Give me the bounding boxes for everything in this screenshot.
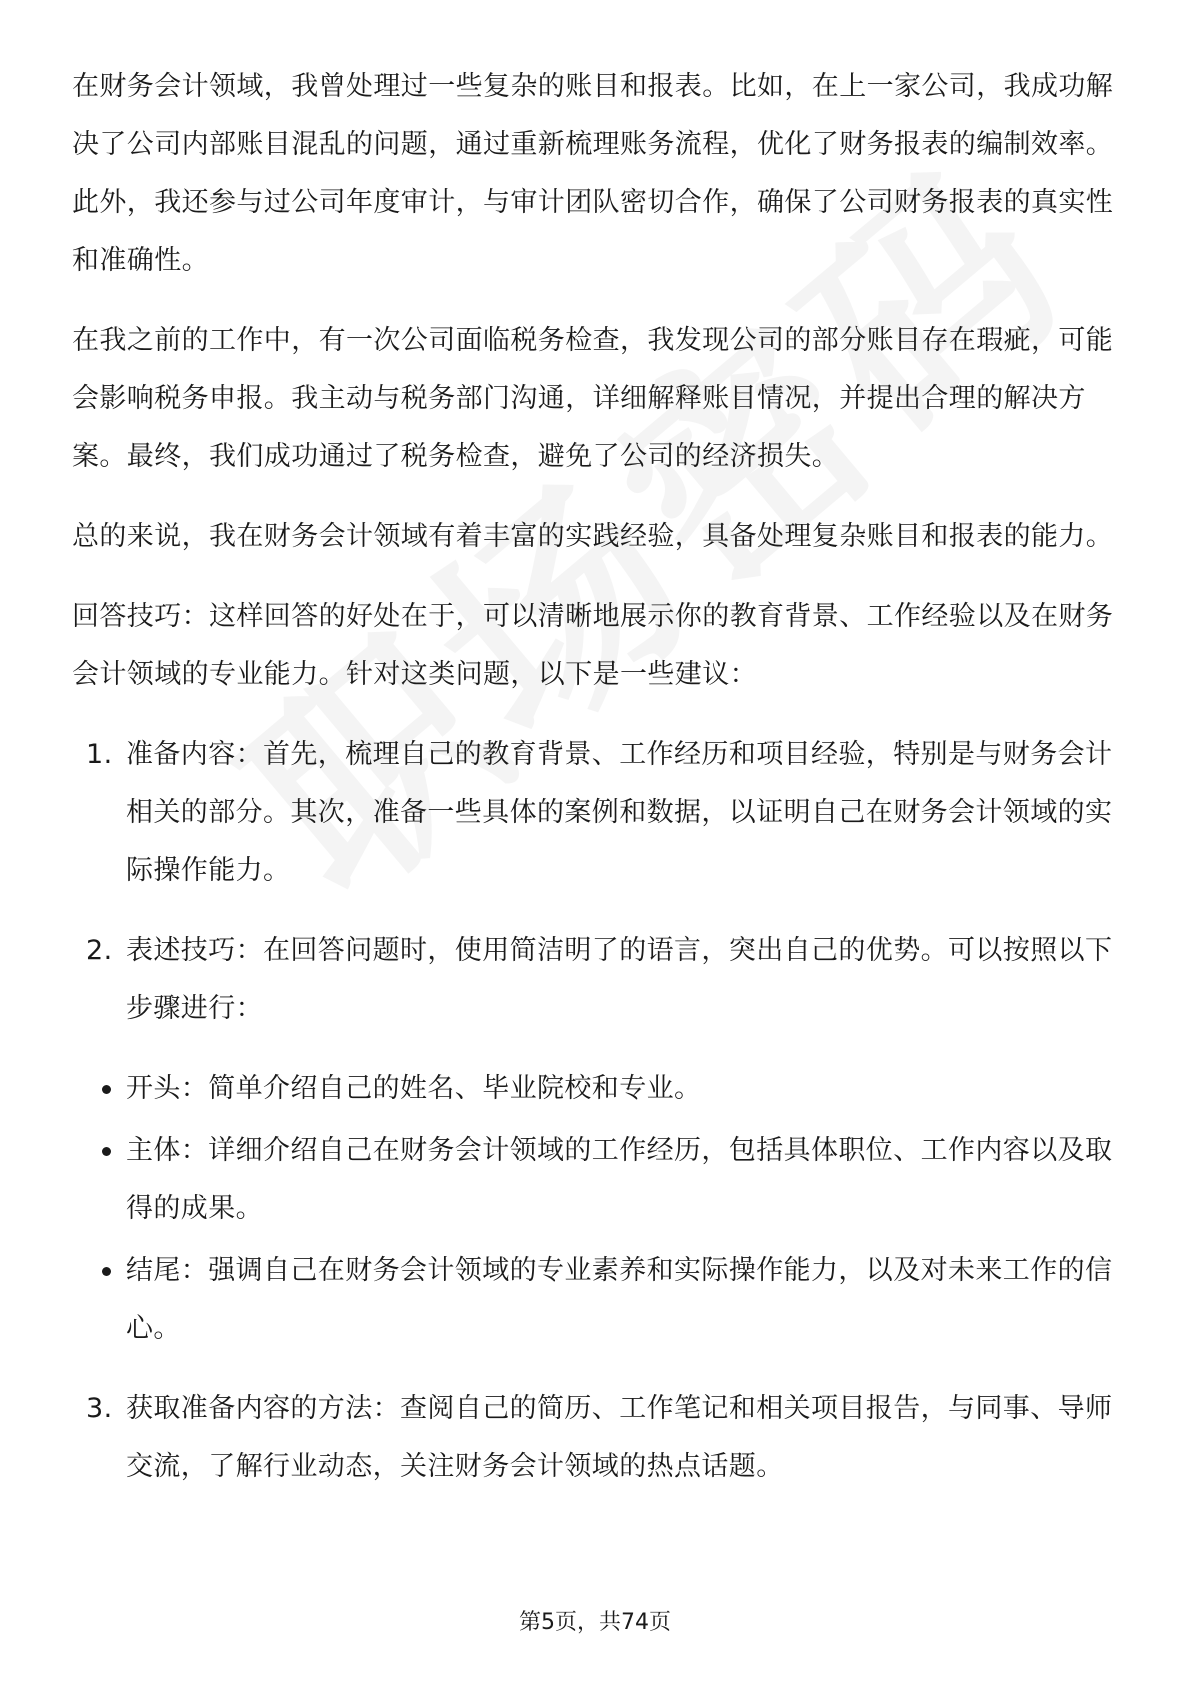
bullet-item — [72, 1122, 1122, 1238]
page-number: 第5页，共74页 — [519, 1610, 671, 1635]
paragraph-experience: 在财务会计领域，我曾处理过一些复杂的账目和报表。比如，在上一家公司，我成功解决了公司内部账目混乱的问题，通过重新梳理账务流程，优化了财务报表的编制效率。此外，我还参与过公司年度审计，与审计团队密切合作，确保了公司财务报表的真实性和准确性。 — [72, 71, 1114, 276]
bullet-item — [72, 1242, 1122, 1358]
bullet-item-text: 主体：详细介绍自己在财务会计领域的工作经历，包括具体职位、工作内容以及取得的成果。 — [126, 1135, 1113, 1224]
bullet-dot-icon — [102, 1085, 111, 1094]
list-item-number: 3. — [86, 1393, 113, 1424]
paragraph-answer-tips: 回答技巧：这样回答的好处在于，可以清晰地展示你的教育背景、工作经验以及在财务会计领域的专业能力。针对这类问题，以下是一些建议： — [72, 601, 1114, 690]
paragraph-tax-inspection: 在我之前的工作中，有一次公司面临税务检查，我发现公司的部分账目存在瑕疵，可能会影响税务申报。我主动与税务部门沟通，详细解释账目情况，并提出合理的解决方案。最终，我们成功通过了税务检查，避免了公司的经济损失。 — [72, 325, 1114, 472]
list-item-text: 获取准备内容的方法：查阅自己的简历、工作笔记和相关项目报告，与同事、导师交流，了解行业动态，关注财务会计领域的热点话题。 — [126, 1393, 1113, 1482]
bullet-item-text: 开头：简单介绍自己的姓名、毕业院校和专业。 — [126, 1073, 702, 1104]
paragraph-summary: 总的来说，我在财务会计领域有着丰富的实践经验，具备处理复杂账目和报表的能力。 — [72, 521, 1114, 552]
list-item-number: 1. — [86, 739, 113, 770]
bullet-list — [72, 1060, 1122, 1358]
bullet-item — [72, 1060, 1122, 1118]
list-item-number: 2. — [86, 935, 113, 966]
list-item-text: 表述技巧：在回答问题时，使用简洁明了的语言，突出自己的优势。可以按照以下步骤进行： — [126, 935, 1113, 1024]
tips-list — [72, 726, 1122, 1038]
list-item — [72, 922, 1122, 1038]
tips-list-continued — [72, 1380, 1122, 1496]
list-item — [72, 1380, 1122, 1496]
list-item-text: 准备内容：首先，梳理自己的教育背景、工作经历和项目经验，特别是与财务会计相关的部分。其次，准备一些具体的案例和数据，以证明自己在财务会计领域的实际操作能力。 — [126, 739, 1113, 886]
bullet-dot-icon — [102, 1267, 111, 1276]
bullet-dot-icon — [102, 1147, 111, 1156]
document-body — [72, 58, 1122, 1518]
list-item — [72, 726, 1122, 900]
bullet-item-text: 结尾：强调自己在财务会计领域的专业素养和实际操作能力，以及对未来工作的信心。 — [126, 1255, 1113, 1344]
